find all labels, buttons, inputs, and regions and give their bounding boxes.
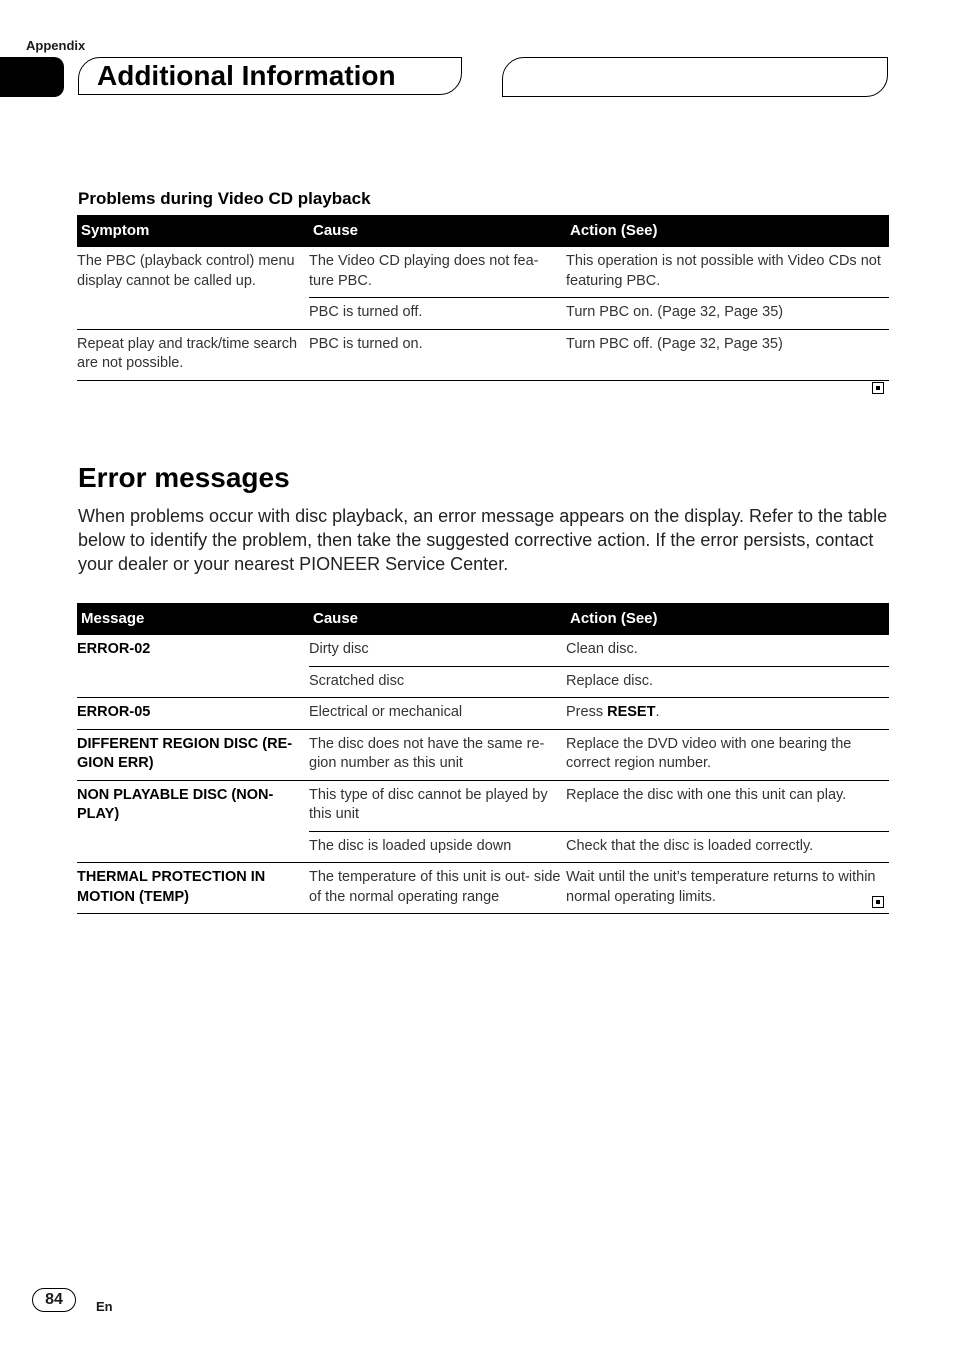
cause-cell: The temperature of this unit is out- side of the normal operating range — [309, 863, 566, 914]
error-messages-title: Error messages — [78, 462, 290, 493]
message-cell: DIFFERENT REGION DISC (RE- GION ERR) — [77, 729, 309, 780]
cause-cell: PBC is turned off. — [309, 298, 566, 330]
error-messages-intro: When problems occur with disc playback, an error message appears on the display. Refer to the table below to identify the problem, then take the suggested corrective action. If the error persists, contact your dealer or your nearest PIONEER Service Center. — [78, 506, 888, 574]
action-cell: Clean disc. — [566, 641, 638, 657]
error-messages-table — [77, 603, 889, 914]
action-suffix: . — [655, 704, 660, 720]
column-header-action: Action (See) — [566, 215, 889, 247]
action-cell — [566, 698, 889, 730]
cause-cell: Dirty disc — [309, 641, 369, 657]
symptom-cell: The PBC (playback control) menu display cannot be called up. — [77, 253, 295, 289]
action-text: Press — [566, 704, 608, 720]
action-cell: Check that the disc is loaded correctly. — [566, 831, 889, 863]
column-header-cause: Cause — [309, 215, 566, 247]
action-cell: Turn PBC on. (Page 32, Page 35) — [566, 298, 889, 330]
section-title: Additional Information — [97, 60, 396, 91]
message-cell: NON PLAYABLE DISC (NON- PLAY) — [77, 780, 309, 863]
section-tab-marker — [0, 57, 64, 97]
cause-cell: This type of disc cannot be played by this unit — [309, 780, 566, 831]
action-cell: Replace the disc with one this unit can play. — [566, 780, 889, 831]
page-number: 84 — [32, 1288, 76, 1312]
message-cell: ERROR-05 — [77, 698, 309, 730]
vcd-heading: Problems during Video CD playback — [78, 189, 371, 208]
table-row — [77, 863, 889, 914]
action-cell: Wait until the unit’s temperature returns to within normal operating limits. — [566, 863, 889, 914]
vcd-problems-table — [77, 215, 889, 381]
column-header-message: Message — [77, 603, 309, 635]
action-cell: Replace the DVD video with one bearing the correct region number. — [566, 729, 889, 780]
table-header-row — [77, 603, 889, 635]
table-row — [77, 247, 889, 298]
table-row — [77, 698, 889, 730]
appendix-label: Appendix — [26, 38, 86, 53]
message-cell: ERROR-02 — [77, 641, 151, 657]
cause-cell: The disc does not have the same re- gion number as this unit — [309, 729, 566, 780]
reset-key-label: RESET — [607, 704, 656, 720]
cause-cell: The Video CD playing does not fea- ture PBC. — [309, 253, 539, 289]
section-title-box — [78, 57, 462, 95]
column-header-cause: Cause — [309, 603, 566, 635]
message-cell: THERMAL PROTECTION IN MOTION (TEMP) — [77, 863, 309, 914]
table-row — [77, 780, 889, 831]
table-row — [77, 635, 889, 666]
column-header-symptom: Symptom — [77, 215, 309, 247]
cause-cell: The disc is loaded upside down — [309, 831, 566, 863]
cause-cell: Electrical or mechanical — [309, 698, 566, 730]
language-label: En — [96, 1299, 113, 1314]
cause-cell: Scratched disc — [309, 666, 566, 698]
symptom-cell: Repeat play and track/time search are not possible. — [77, 329, 309, 380]
action-cell: This operation is not possible with Video CDs not featuring PBC. — [566, 253, 881, 289]
table-row — [77, 729, 889, 780]
column-header-action: Action (See) — [566, 603, 889, 635]
action-cell: Replace disc. — [566, 666, 889, 698]
section-end-icon — [872, 382, 884, 394]
empty-header-box — [502, 57, 888, 97]
section-end-icon — [872, 896, 884, 908]
action-cell: Turn PBC off. (Page 32, Page 35) — [566, 329, 889, 380]
table-header-row — [77, 215, 889, 247]
cause-cell: PBC is turned on. — [309, 329, 566, 380]
table-row — [77, 329, 889, 380]
